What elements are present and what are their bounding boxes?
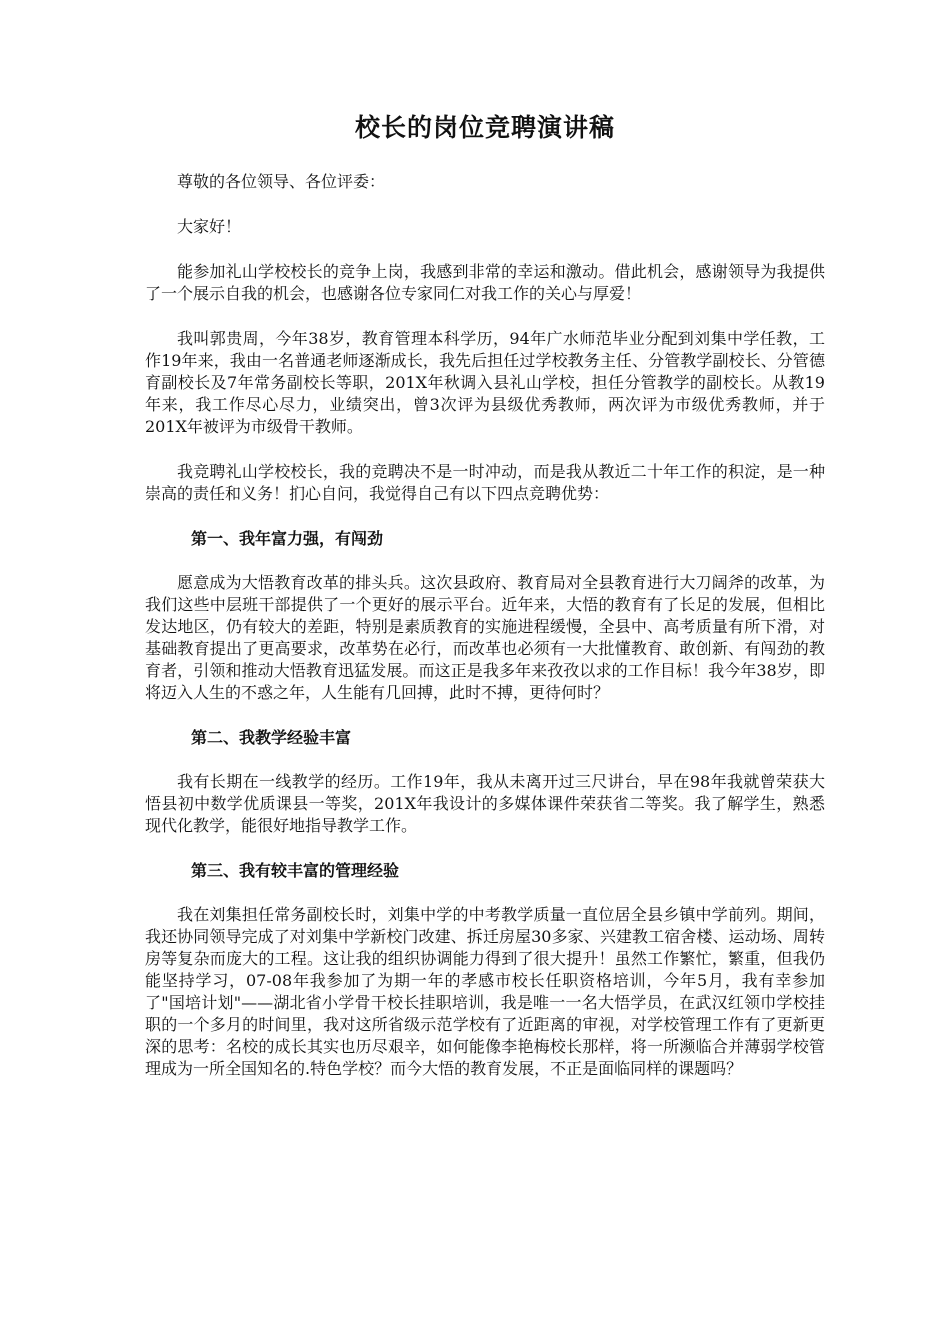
section-second-paragraph: 我有长期在一线教学的经历。工作19年，我从未离开过三尺讲台，早在98年我就曾荣获大悟县初中数学优质课县一等奖，201X年我设计的多媒体课件荣获省二等奖。我了解学生，熟悉现代化教学，能很好地指导教学工作。 (145, 771, 825, 835)
document-title: 校长的岗位竞聘演讲稿 (354, 113, 615, 142)
section-third-paragraph: 我在刘集担任常务副校长时，刘集中学的中考教学质量一直位居全县乡镇中学前列。期间，我还协同领导完成了对刘集中学新校门改建、拆迁房屋30多家、兴建教工宿舍楼、运动场、周转房等复杂而庞大的工程。这让我的组织协调能力得到了很大提升！虽然工作繁忙，繁重，但我仍能坚持学习，07-08年我参加了为期一年的孝感市校长任职资格培训，今年5月，我有幸参加了"国培计划"——湖北省小学骨干校长挂职培训，我是唯一一名大悟学员，在武汉红领巾学校挂职的一个多月的时间里，我对这所省级示范学校有了近距离的审视，对学校管理工作有了更新更深的思考：名校的成长其实也历尽艰辛，如何能像李艳梅校长那样，将一所濒临合并薄弱学校管理成为一所全国知名的.特色学校？而今大悟的教育发展，不正是面临同样的课题吗？ (145, 904, 825, 1078)
section-heading-second: 第二、我教学经验丰富 (191, 727, 352, 747)
section-first-paragraph: 愿意成为大悟教育改革的排头兵。这次县政府、教育局对全县教育进行大刀阔斧的改革，为我们这些中层班干部提供了一个更好的展示平台。近年来，大悟的教育有了长足的发展，但相比发达地区，仍有较大的差距，特别是素质教育的实施进程缓慢，全县中、高考质量有所下滑，对基础教育提出了更高要求，改革势在必行，而改革也必须有一大批懂教育、敢创新、有闯劲的教育者，引领和推动大悟教育迅猛发展。而这正是我多年来孜孜以求的工作目标！我今年38岁，即将迈入人生的不惑之年，人生能有几回搏，此时不搏，更待何时？ (145, 572, 825, 702)
intro-paragraph: 能参加礼山学校校长的竞争上岗，我感到非常的幸运和激动。借此机会，感谢领导为我提供了一个展示自我的机会，也感谢各位专家同仁对我工作的关心与厚爱！ (145, 261, 825, 303)
hello-paragraph: 大家好！ (177, 216, 242, 236)
motivation-paragraph: 我竞聘礼山学校校长，我的竞聘决不是一时冲动，而是我从教近二十年工作的积淀，是一种崇高的责任和义务！扪心自问，我觉得自己有以下四点竞聘优势： (145, 461, 825, 503)
self-introduction-paragraph: 我叫郭贵周，今年38岁，教育管理本科学历，94年广水师范毕业分配到刘集中学任教，工作19年来，我由一名普通老师逐渐成长，我先后担任过学校教务主任、分管教学副校长、分管德育副校长及7年常务副校长等职，201X年秋调入县礼山学校，担任分管教学的副校长。从教19年来，我工作尽心尽力，业绩突出，曾3次评为县级优秀教师，两次评为市级优秀教师，并于201X年被评为市级骨干教师。 (145, 328, 825, 436)
section-heading-third: 第三、我有较丰富的管理经验 (191, 860, 400, 880)
document-page (145, 112, 825, 1103)
greeting-paragraph: 尊敬的各位领导、各位评委： (177, 171, 386, 191)
section-heading-first: 第一、我年富力强，有闯劲 (191, 528, 384, 548)
